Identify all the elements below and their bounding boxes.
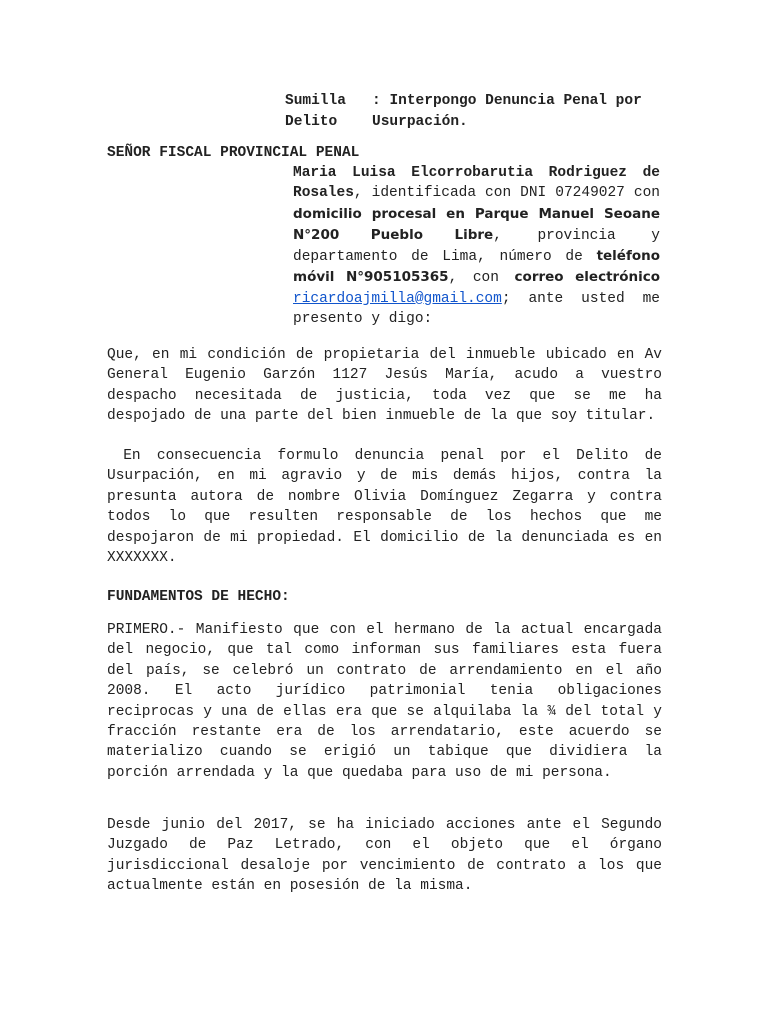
identification-text-3: , con (448, 270, 515, 287)
addressee-heading: SEÑOR FISCAL PROVINCIAL PENAL (107, 145, 360, 161)
sumilla-line2-b: Usurpación. (372, 114, 468, 130)
paragraph-complaint: En consecuencia formulo denuncia penal por el Delito de Usurpación, en mi agravio y de mis demás hijos, contra la presunta autora de nombre Olivia Domínguez Zegarra y contra todos lo que resulten responsable de los hechos que me despojaron de mi propiedad. El domicilio de la denunciada es en XXXXXXX. (107, 448, 671, 567)
sumilla-separator: : (372, 93, 381, 109)
sumilla-text: Interpongo Denuncia Penal por (389, 93, 642, 109)
paragraph-ownership: Que, en mi condición de propietaria del inmueble ubicado en Av General Eugenio Garzón 1127 Jesús María, acudo a vuestro despacho necesitada de justicia, toda vez que se me ha despojado de una parte del bien inmueble de la que soy titular. (107, 347, 662, 425)
procedural-domicile: domicilio procesal en Parque Manuel Seoane N°200 Pueblo Libre (293, 205, 660, 243)
sumilla-line2-a: Delito (285, 114, 338, 130)
identification-text-1: , identificada con DNI 07249027 con (353, 185, 660, 202)
sumilla-label: Sumilla (285, 93, 346, 109)
paragraph-first-fact: PRIMERO.- Manifiesto que con el hermano de la actual encargada del negocio, que tal como informan sus familiares esta fuera del país, se celebró un contrato de arrendamiento en el año 2008. El acto jurídico patrimonial tenia obligaciones reciprocas y una de ellas era que se alquilaba la ¾ del total y fracción restante era de los arrendatario, este acuerdo se materializo cuando se erigió un tabique que dividiera la porción arrendada y la que quedaba para uso de mi persona. (107, 622, 662, 781)
complainant-name: Maria Luisa Elcorrobarutia Rodriguez de Rosales (293, 165, 660, 202)
sumilla-block (285, 91, 642, 133)
identification-text-2: , provincia y departamento de Lima, número de (293, 227, 660, 266)
paragraph-legal-actions: Desde junio del 2017, se ha iniciado acciones ante el Segundo Juzgado de Paz Letrado, con el objeto que el órgano jurisdiccional desaloje por vencimiento de contrato a los que actualmente están en posesión de la misma. (107, 817, 662, 895)
email-link[interactable]: ricardoajmilla@gmail.com (293, 290, 502, 307)
section-heading-facts: FUNDAMENTOS DE HECHO: (107, 589, 290, 605)
email-label: correo electrónico (514, 269, 660, 286)
phone-number: teléfono móvil N°905105365 (293, 248, 660, 286)
identification-paragraph (293, 163, 660, 329)
identification-text-5: ; ante usted me presento y digo: (293, 290, 660, 328)
